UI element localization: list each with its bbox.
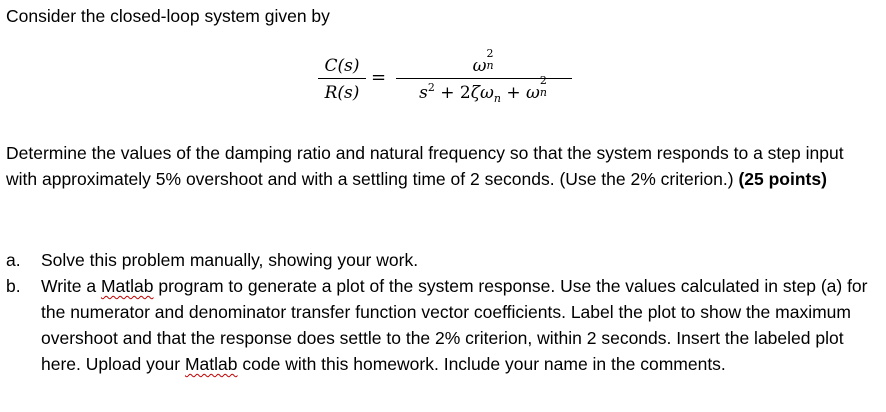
rhs-fraction — [396, 47, 572, 105]
lhs-fraction — [318, 54, 366, 105]
spellcheck-word-matlab-2: Matlab — [184, 354, 238, 374]
problem-statement — [6, 140, 876, 192]
list-marker-a: a. — [6, 250, 21, 270]
lhs-denominator: R(s) — [324, 83, 360, 103]
list-marker-b: b. — [6, 276, 21, 296]
list-item-a-text: Solve this problem manually, showing your work. — [41, 250, 419, 270]
rhs-denominator: $s^2 + 2\zeta\omega_n + \omega$ 2 n — [419, 74, 547, 105]
rhs-numerator: ω 2 n — [472, 47, 494, 76]
intro-text: Consider the closed-loop system given by — [6, 6, 330, 26]
equals-sign: = — [371, 67, 387, 88]
list-item-b-text: Write a Matlab program to generate a plot of the system response. Use the values calculated in step (a) for the numerator and denominator transfer function vector coefficients. Label the plot to show the maximum overshoot and that the response does settle to the 2% criterion, within 2 seconds. Insert the labeled plot here. Upload your Matlab code with this homework. Include your name in the comments. — [41, 276, 868, 374]
problem-text: Determine the values of the damping ratio and natural frequency so that the system responds to a step input with approximately 5% overshoot and with a settling time of 2 seconds. (Use the 2% criterion.) — [6, 143, 844, 189]
lhs-numerator: C(s) — [324, 56, 360, 76]
spellcheck-word-matlab: Matlab — [100, 276, 154, 296]
points-label: (25 points) — [738, 169, 827, 189]
